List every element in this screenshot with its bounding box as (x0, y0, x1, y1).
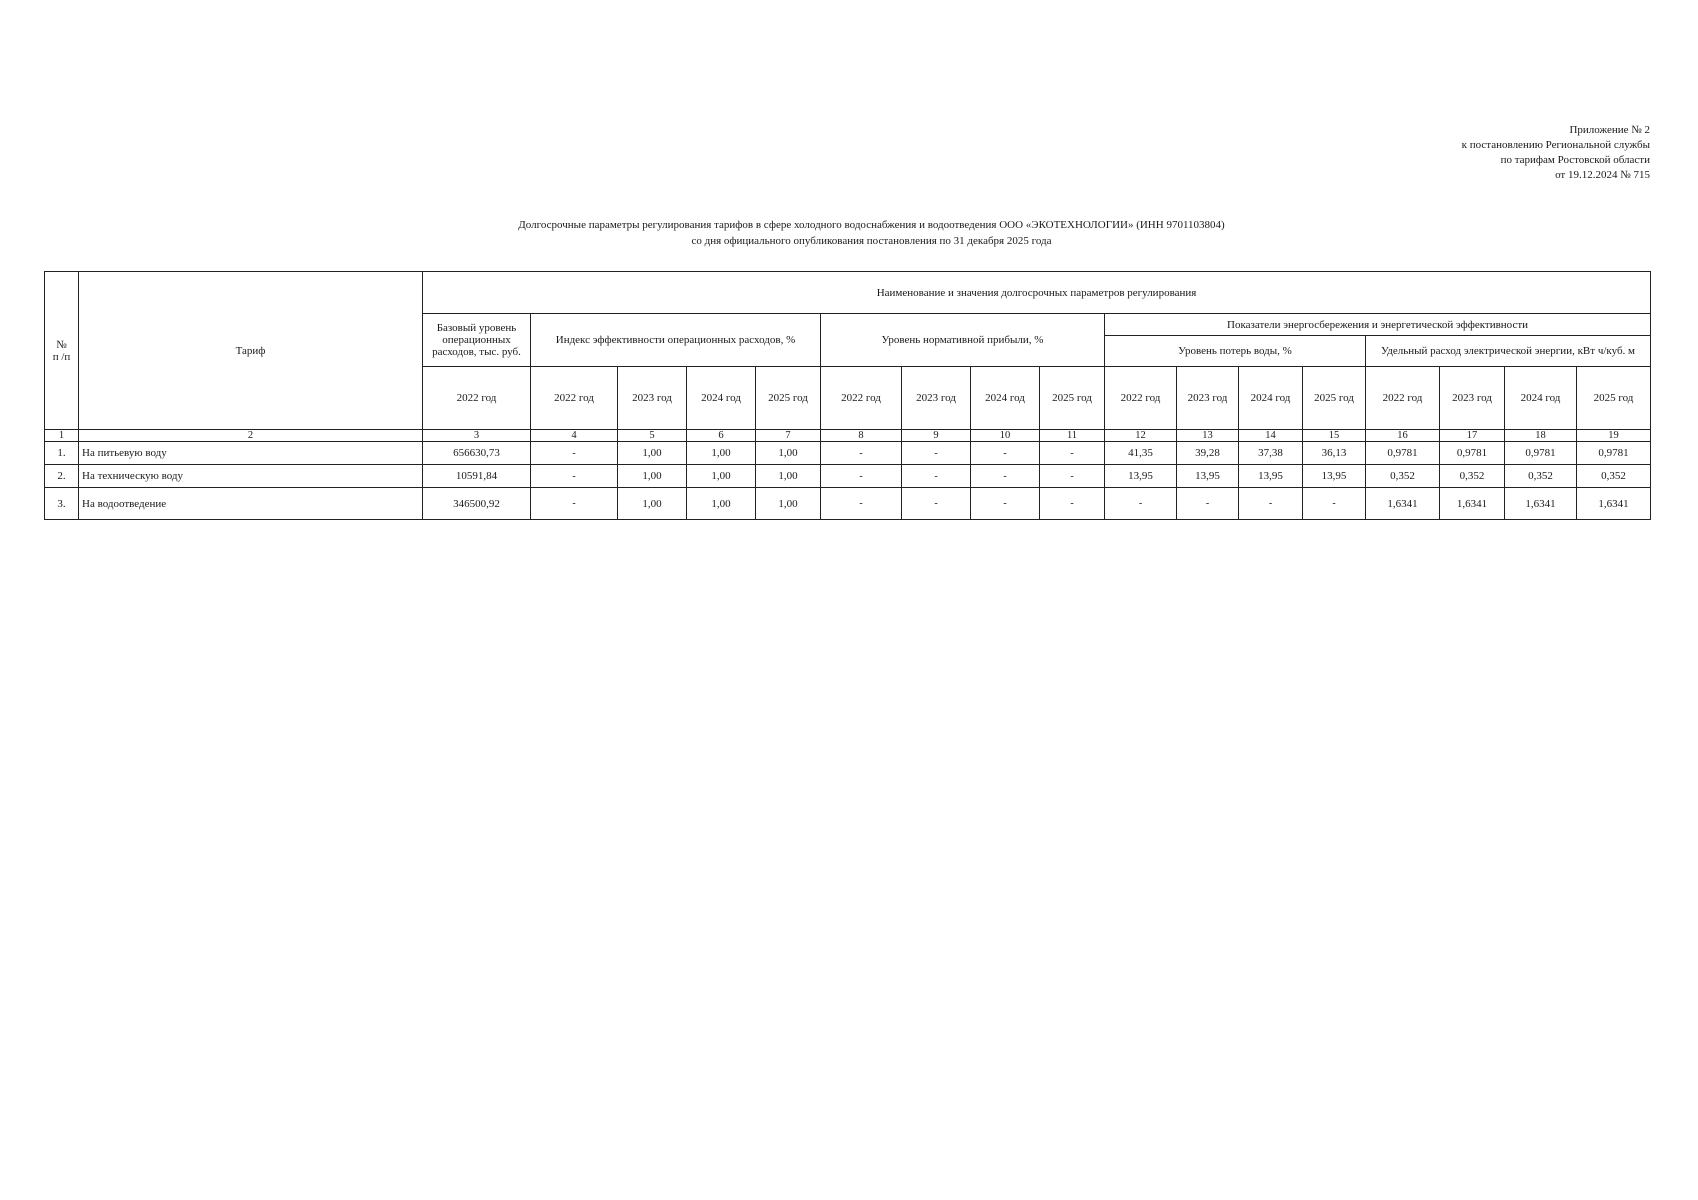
cell-profit: - (971, 465, 1040, 488)
cell-profit: - (902, 465, 971, 488)
column-number: 12 (1105, 430, 1177, 442)
cell-profit: - (1040, 442, 1105, 465)
column-number: 7 (756, 430, 821, 442)
cell-efficiency: - (531, 442, 618, 465)
cell-profit: - (1040, 488, 1105, 520)
header-profit-level: Уровень нормативной прибыли, % (821, 314, 1105, 367)
header-year: 2024 год (1505, 367, 1577, 430)
appendix-line: к постановлению Региональной службы (1461, 139, 1650, 151)
row-number: 3. (45, 488, 79, 520)
header-year: 2023 год (1440, 367, 1505, 430)
cell-water-loss: 41,35 (1105, 442, 1177, 465)
row-number: 1. (45, 442, 79, 465)
cell-efficiency: 1,00 (756, 442, 821, 465)
cell-water-loss: - (1105, 488, 1177, 520)
cell-water-loss: 36,13 (1303, 442, 1366, 465)
header-year: 2025 год (1040, 367, 1105, 430)
row-tariff: На питьевую воду (79, 442, 423, 465)
header-row-number: № п /п (45, 272, 79, 430)
header-electricity: Удельный расход электрической энергии, кВт ч/куб. м (1366, 336, 1651, 367)
header-year: 2023 год (1177, 367, 1239, 430)
cell-base-level: 10591,84 (423, 465, 531, 488)
cell-electricity: 0,352 (1577, 465, 1651, 488)
cell-electricity: 1,6341 (1366, 488, 1440, 520)
cell-water-loss: 13,95 (1303, 465, 1366, 488)
column-number: 11 (1040, 430, 1105, 442)
column-number: 14 (1239, 430, 1303, 442)
appendix-line: Приложение № 2 (1569, 124, 1650, 136)
column-number: 13 (1177, 430, 1239, 442)
header-year: 2023 год (618, 367, 687, 430)
header-main-parameters: Наименование и значения долгосрочных параметров регулирования (423, 272, 1651, 314)
column-number: 17 (1440, 430, 1505, 442)
header-energy-indicators: Показатели энергосбережения и энергетической эффективности (1105, 314, 1651, 336)
column-number: 18 (1505, 430, 1577, 442)
cell-electricity: 0,9781 (1440, 442, 1505, 465)
cell-profit: - (902, 488, 971, 520)
cell-water-loss: 39,28 (1177, 442, 1239, 465)
cell-water-loss: 13,95 (1239, 465, 1303, 488)
table-row (45, 488, 1651, 520)
cell-electricity: 0,352 (1440, 465, 1505, 488)
row-tariff: На техническую воду (79, 465, 423, 488)
document-title-line: Долгосрочные параметры регулирования тарифов в сфере холодного водоснабжения и водоотведения ООО «ЭКОТЕХНОЛОГИИ» (ИНН 9701103804) (518, 219, 1225, 231)
header-year: 2024 год (1239, 367, 1303, 430)
column-number: 6 (687, 430, 756, 442)
cell-efficiency: 1,00 (756, 488, 821, 520)
header-year: 2025 год (1303, 367, 1366, 430)
column-number: 8 (821, 430, 902, 442)
cell-electricity: 0,9781 (1505, 442, 1577, 465)
table-row (45, 442, 1651, 465)
cell-profit: - (821, 442, 902, 465)
appendix-line: по тарифам Ростовской области (1500, 154, 1650, 166)
header-base-level: Базовый уровень операционных расходов, тыс. руб. (423, 314, 531, 367)
column-number: 5 (618, 430, 687, 442)
cell-efficiency: 1,00 (618, 488, 687, 520)
cell-base-level: 346500,92 (423, 488, 531, 520)
cell-electricity: 1,6341 (1577, 488, 1651, 520)
header-year: 2025 год (756, 367, 821, 430)
cell-efficiency: 1,00 (618, 442, 687, 465)
table-row (45, 465, 1651, 488)
cell-efficiency: 1,00 (687, 465, 756, 488)
column-number: 2 (79, 430, 423, 442)
cell-electricity: 0,9781 (1366, 442, 1440, 465)
header-year: 2025 год (1577, 367, 1651, 430)
document-title (0, 217, 1698, 249)
cell-water-loss: 13,95 (1177, 465, 1239, 488)
cell-profit: - (971, 488, 1040, 520)
header-tariff: Тариф (79, 272, 423, 430)
cell-efficiency: - (531, 465, 618, 488)
header-year: 2023 год (902, 367, 971, 430)
column-number: 9 (902, 430, 971, 442)
cell-water-loss: 13,95 (1105, 465, 1177, 488)
cell-profit: - (1040, 465, 1105, 488)
document-subtitle-line: со дня официального опубликования постановления по 31 декабря 2025 года (691, 235, 1052, 247)
appendix-block (1462, 123, 1650, 183)
cell-electricity: 1,6341 (1505, 488, 1577, 520)
cell-efficiency: 1,00 (687, 488, 756, 520)
cell-profit: - (821, 488, 902, 520)
cell-base-level: 656630,73 (423, 442, 531, 465)
header-efficiency-index: Индекс эффективности операционных расходов, % (531, 314, 821, 367)
column-number: 3 (423, 430, 531, 442)
header-year: 2022 год (531, 367, 618, 430)
cell-water-loss: - (1177, 488, 1239, 520)
column-number: 15 (1303, 430, 1366, 442)
header-year: 2022 год (1366, 367, 1440, 430)
header-year: 2022 год (1105, 367, 1177, 430)
parameters-table (44, 271, 1651, 520)
cell-electricity: 0,352 (1505, 465, 1577, 488)
column-number: 10 (971, 430, 1040, 442)
header-year: 2024 год (687, 367, 756, 430)
header-year: 2022 год (821, 367, 902, 430)
appendix-date-line: от 19.12.2024 № 715 (1555, 169, 1650, 181)
column-number: 19 (1577, 430, 1651, 442)
cell-water-loss: - (1303, 488, 1366, 520)
cell-electricity: 1,6341 (1440, 488, 1505, 520)
header-year: 2022 год (423, 367, 531, 430)
header-year: 2024 год (971, 367, 1040, 430)
column-number: 4 (531, 430, 618, 442)
cell-efficiency: - (531, 488, 618, 520)
column-number: 1 (45, 430, 79, 442)
cell-efficiency: 1,00 (618, 465, 687, 488)
cell-profit: - (902, 442, 971, 465)
cell-electricity: 0,352 (1366, 465, 1440, 488)
column-number: 16 (1366, 430, 1440, 442)
row-tariff: На водоотведение (79, 488, 423, 520)
cell-profit: - (971, 442, 1040, 465)
cell-water-loss: 37,38 (1239, 442, 1303, 465)
cell-electricity: 0,9781 (1577, 442, 1651, 465)
cell-profit: - (821, 465, 902, 488)
cell-water-loss: - (1239, 488, 1303, 520)
cell-efficiency: 1,00 (687, 442, 756, 465)
header-water-loss: Уровень потерь воды, % (1105, 336, 1366, 367)
cell-efficiency: 1,00 (756, 465, 821, 488)
row-number: 2. (45, 465, 79, 488)
